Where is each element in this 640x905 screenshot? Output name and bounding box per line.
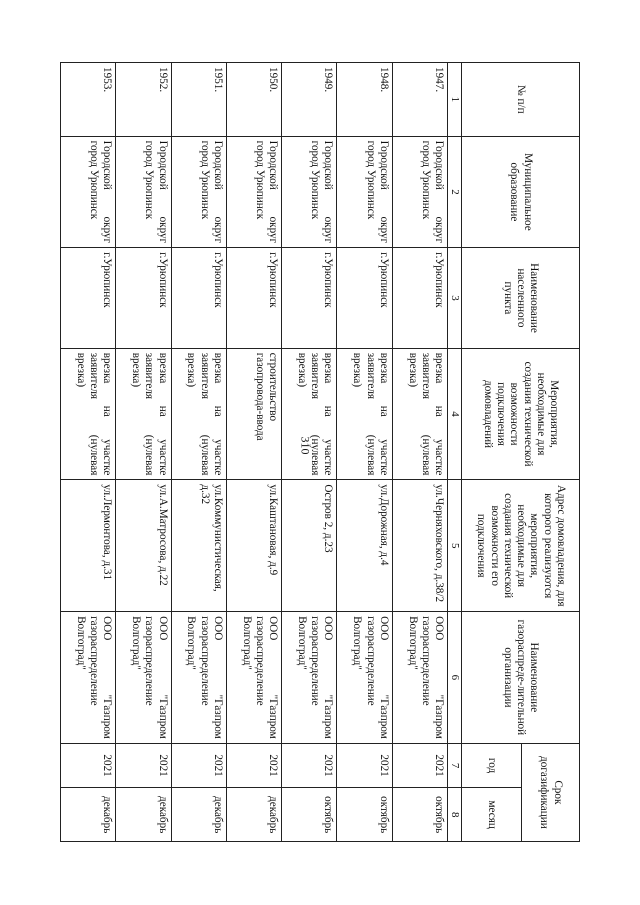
table-row [337,63,392,842]
header-term: Срок догазификации [522,743,580,841]
row-municipality: Городской округ город Урюпинск [392,136,447,248]
row-event: строительство газопровода-ввода [226,348,281,480]
row-month: декабрь [226,788,281,842]
table-row [392,63,447,842]
row-year: 2021 [171,743,226,788]
column-number: 4 [448,348,462,480]
row-municipality: Городской округ город Урюпинск [171,136,226,248]
table-row [61,63,116,842]
row-event: врезка на участке заявителя (нулевая врезка) [171,348,226,480]
row-address: ул.Лермонтова, д.31 [61,480,116,612]
column-number: 3 [448,248,462,348]
gasification-table [60,62,580,842]
row-address: ул.Каштановая, д.9 [226,480,281,612]
row-address: ул.Черняховского, д.38/2 [392,480,447,612]
row-event: врезка на участке заявителя (нулевая врезка) [116,348,171,480]
row-organization: ООО "Газпром газораспределение Волгоград" [226,612,281,744]
row-month: декабрь [61,788,116,842]
row-organization: ООО "Газпром газораспределение Волгоград" [116,612,171,744]
row-municipality: Городской округ город Урюпинск [61,136,116,248]
table-row [226,63,281,842]
row-settlement: г.Урюпинск [116,248,171,348]
row-municipality: Городской округ город Урюпинск [337,136,392,248]
column-number: 7 [448,743,462,788]
header-year: год [462,743,522,788]
row-number: 1950. [226,63,281,137]
row-year: 2021 [61,743,116,788]
row-number: 1949. [282,63,337,137]
row-address: ул.А.Матросова, д.22 [116,480,171,612]
row-organization: ООО "Газпром газораспределение Волгоград" [392,612,447,744]
row-settlement: г.Урюпинск [392,248,447,348]
row-address: ул.Дорожная, д.4 [337,480,392,612]
row-address: ул.Коммунистическая, д.32 [171,480,226,612]
row-settlement: г.Урюпинск [61,248,116,348]
row-number: 1952. [116,63,171,137]
column-number: 2 [448,136,462,248]
row-event: врезка на участке заявителя (нулевая врезка) [282,348,337,480]
row-organization: ООО "Газпром газораспределение Волгоград" [61,612,116,744]
header-organization: Наименование газораспреде-лительной организации [462,612,580,744]
column-number: 8 [448,788,462,842]
header-address: Адрес домовладения, для которого реализуются мероприятия, необходимые для создания технической возможности его подключения [462,480,580,612]
column-number: 1 [448,63,462,137]
header-month: месяц [462,788,522,842]
row-event: врезка на участке заявителя (нулевая врезка) [392,348,447,480]
row-month: декабрь [116,788,171,842]
row-municipality: Городской округ город Урюпинск [226,136,281,248]
row-month: декабрь [171,788,226,842]
row-settlement: г.Урюпинск [226,248,281,348]
header-num: № п/п [462,63,580,137]
row-month: октябрь [392,788,447,842]
header-row [522,63,580,842]
row-number: 1953. [61,63,116,137]
row-organization: ООО "Газпром газораспределение Волгоград" [282,612,337,744]
row-number: 1947. [392,63,447,137]
row-year: 2021 [282,743,337,788]
row-settlement: г.Урюпинск [337,248,392,348]
column-number: 5 [448,480,462,612]
row-year: 2021 [116,743,171,788]
row-number: 1948. [337,63,392,137]
row-number: 1951. [171,63,226,137]
header-event: Мероприятия, необходимые для создания технической возможности подключения домовладений [462,348,580,480]
row-year: 2021 [337,743,392,788]
row-municipality: Городской округ город Урюпинск [282,136,337,248]
row-municipality: Городской округ город Урюпинск [116,136,171,248]
header-municipality: Муниципальное образование [462,136,580,248]
row-settlement: г.Урюпинск [282,248,337,348]
row-year: 2021 [226,743,281,788]
row-address: Остров 2, д.23 [282,480,337,612]
row-organization: ООО "Газпром газораспределение Волгоград" [171,612,226,744]
column-number: 6 [448,612,462,744]
column-numbers-row [448,63,462,842]
row-year: 2021 [392,743,447,788]
header-settlement: Наименование населенного пункта [462,248,580,348]
row-month: октябрь [337,788,392,842]
row-month: октябрь [282,788,337,842]
page-number: 310 [298,436,313,455]
rotated-table-container [60,62,580,842]
row-event: врезка на участке заявителя (нулевая врезка) [61,348,116,480]
row-settlement: г.Урюпинск [171,248,226,348]
row-event: врезка на участке заявителя (нулевая врезка) [337,348,392,480]
table-row [171,63,226,842]
row-organization: ООО "Газпром газораспределение Волгоград" [337,612,392,744]
table-row [282,63,337,842]
table-row [116,63,171,842]
